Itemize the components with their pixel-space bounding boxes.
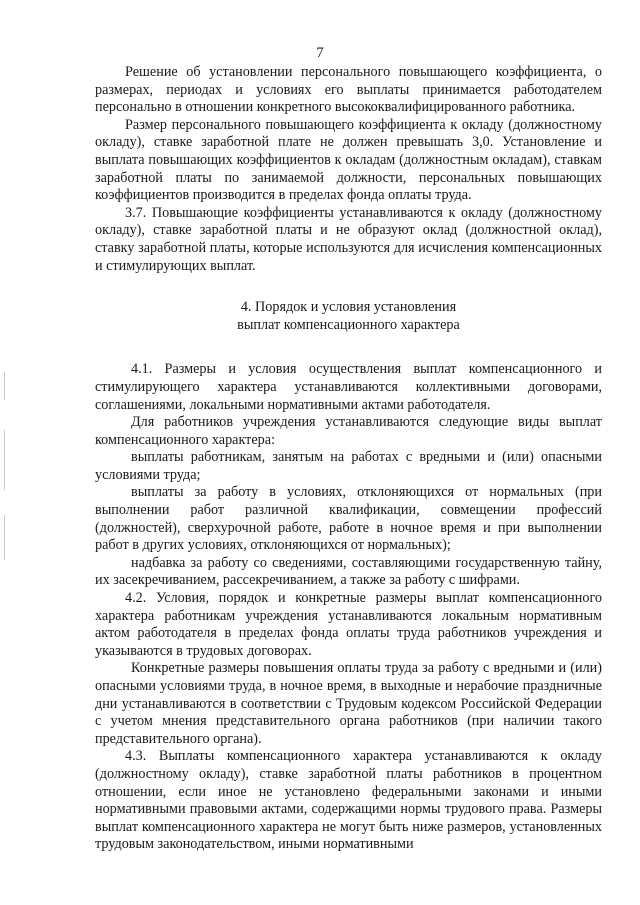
paragraph-4-2: 4.2. Условия, порядок и конкретные размеры выплат компенсационного характера работникам учреждения устанавливаются локальным нормативным актом работодателя в пределах фонда оплаты труда работников учреждения и указываются в трудовых договорах. bbox=[95, 590, 602, 659]
list-item: выплаты работникам, занятым на работах с вредными и (или) опасными условиями труда; bbox=[95, 449, 602, 483]
section-heading-line-1: 4. Порядок и условия установления bbox=[240, 299, 457, 316]
document-body bbox=[95, 64, 602, 854]
section-heading-line-2: выплат компенсационного характера bbox=[237, 316, 460, 333]
paragraph-specific-sizes: Конкретные размеры повышения оплаты труда за работу с вредными и (или) опасными условиями труда, в ночное время, в выходные и нерабочие праздничные дни устанавливаются в соответствии с Трудовым кодексом Российской Федерации с учетом мнения представительного органа работников (при наличии такого представительного органа). bbox=[95, 660, 602, 747]
margin-mark bbox=[4, 430, 5, 490]
paragraph-decision: Решение об установлении персонального повышающего коэффициента, о размерах, периодах и условиях его выплаты принимается работодателем персонально в отношении конкретного высококвалифицированного работника. bbox=[95, 64, 602, 116]
paragraph-4-1: 4.1. Размеры и условия осуществления выплат компенсационного и стимулирующего характера устанавливаются коллективными договорами, соглашениями, локальными нормативными актами работодателя. bbox=[95, 361, 602, 413]
section-heading bbox=[95, 299, 602, 334]
list-item: надбавка за работу со сведениями, составляющими государственную тайну, их засекречиванием, рассекречиванием, а также за работу с шифрами. bbox=[95, 554, 602, 589]
paragraph-3-7: 3.7. Повышающие коэффициенты устанавливаются к окладу (должностному окладу), ставке заработной платы и не образуют оклад (должностной оклад), ставку заработной платы, которые используются для исчисления компенсационных и стимулирующих выплат. bbox=[95, 204, 602, 274]
paragraph-4-3: 4.3. Выплаты компенсационного характера устанавливаются к окладу (должностному окладу), ставке заработной платы работников в процентном отношении, если иное не установлено федеральными законами и иными нормативными правовыми актами, содержащими нормы трудового права. Размеры выплат компенсационного характера не могут быть ниже размеров, установленных трудовым законодательством, иными нормативными bbox=[95, 748, 602, 853]
margin-mark bbox=[4, 372, 5, 400]
page-number: 7 bbox=[316, 45, 324, 61]
list-item: выплаты за работу в условиях, отклоняющихся от нормальных (при выполнении работ различной квалификации, совмещении профессий (должностей), сверхурочной работе, работе в ночное время и при выполнении работ в других условиях, отклоняющихся от нормальных); bbox=[95, 484, 602, 554]
margin-mark bbox=[4, 515, 5, 560]
paragraph-coefficient-size: Размер персонального повышающего коэффициента к окладу (должностному окладу), ставке заработной плате не должен превышать 3,0. Установление и выплата повышающих коэффициентов к окладам (должностным окладам), ставкам заработной платы по занимаемой должности, персональных повышающих коэффициентов производится в пределах фонда оплаты труда. bbox=[95, 116, 602, 204]
paragraph-types-intro: Для работников учреждения устанавливаются следующие виды выплат компенсационного характера: bbox=[95, 414, 602, 448]
